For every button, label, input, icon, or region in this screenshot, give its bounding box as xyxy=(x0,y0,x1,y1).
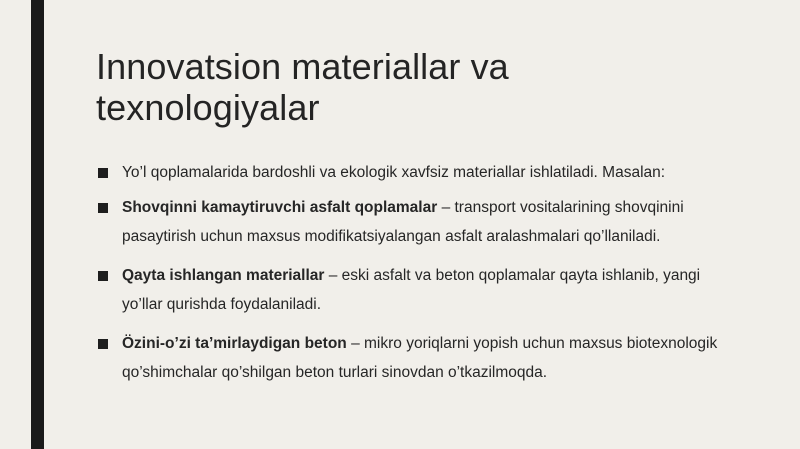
bullet-term: Qayta ishlangan materiallar xyxy=(122,267,325,284)
square-bullet-icon xyxy=(98,271,108,281)
accent-bar xyxy=(31,0,44,449)
bullet-term: Shovqinni kamaytiruvchi asfalt qoplamalar xyxy=(122,199,438,216)
bullet-text: – mikro yoriqlarni yopish uchun maxsus biotexnologik qo’shimchalar qo’shilgan beton turlari sinovdan o’tkazilmoqda. xyxy=(122,335,718,381)
square-bullet-icon xyxy=(98,339,108,349)
square-bullet-icon xyxy=(98,168,108,178)
bullet-item-recycled-materials xyxy=(96,261,736,319)
bullet-item-intro xyxy=(96,158,736,187)
bullet-item-noise-reducing-asphalt xyxy=(96,193,736,251)
slide-title: Innovatsion materiallar va texnologiyalar xyxy=(96,46,509,128)
bullet-text: – eski asfalt va beton qoplamalar qayta ishlanib, yangi yo’llar qurishda foydalaniladi. xyxy=(122,267,701,313)
bullet-text: – transport vositalarining shovqinini pasaytirish uchun maxsus modifikatsiyalangan asfalt aralashmalari qo’llaniladi. xyxy=(122,199,684,245)
bullet-text: Yo’l qoplamalarida bardoshli va ekologik xavfsiz materiallar ishlatiladi. Masalan: xyxy=(122,164,666,181)
bullet-item-self-healing-concrete xyxy=(96,329,736,387)
bullet-list xyxy=(96,158,736,397)
bullet-term: Özini-o’zi ta’mirlaydigan beton xyxy=(122,335,347,352)
square-bullet-icon xyxy=(98,203,108,213)
